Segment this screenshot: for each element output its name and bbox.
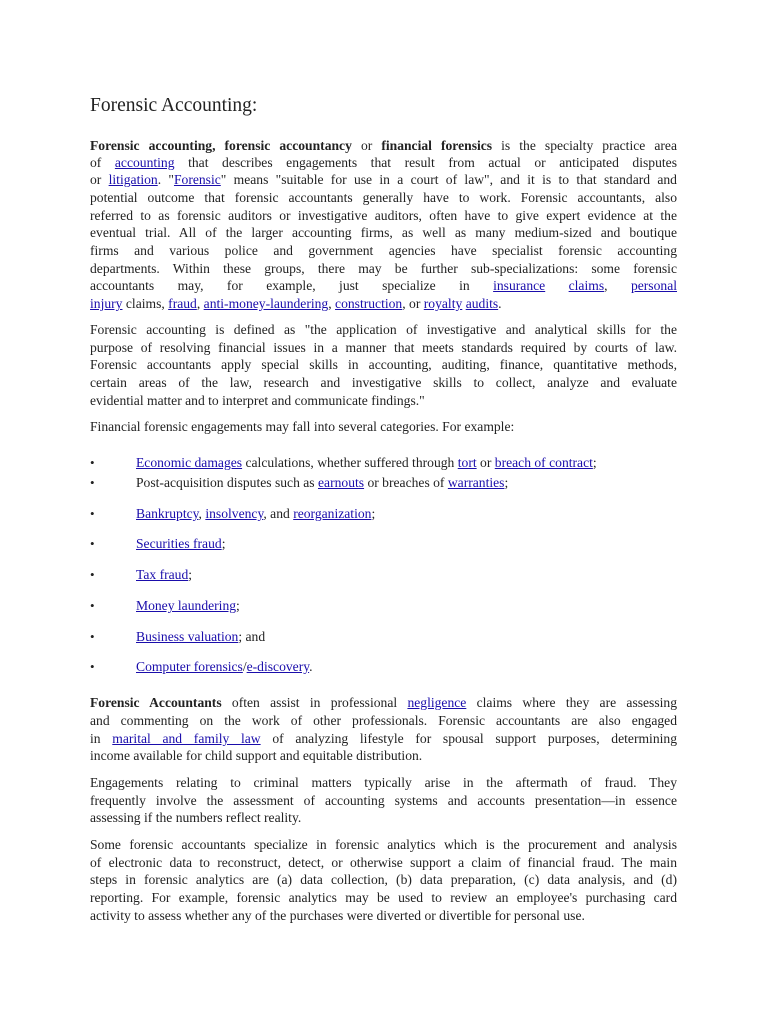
text-span: ;	[236, 598, 240, 613]
paragraph-line: departments. Within these groups, there may be further sub-specializations: some forensic	[90, 261, 677, 276]
paragraph-line: certain areas of the law, research and investigative skills to collect, analyze and evaluate	[90, 375, 677, 390]
paragraph-line: income available for child support and equitable distribution.	[90, 748, 423, 763]
text-span: " means "suitable for use in a court of law", and it is to that standard and	[220, 172, 677, 187]
paragraph-line: and commenting on the work of other professionals. Forensic accountants are also engaged	[90, 713, 677, 728]
text-span: ;	[188, 567, 193, 582]
text-span: , or	[402, 296, 424, 311]
text-span: that describes engagements that result from actual or anticipated disputes	[174, 155, 677, 170]
text-span: accountants may, for example, just specialize in	[90, 278, 494, 293]
text-span: Post-acquisition disputes such as	[136, 475, 318, 490]
text-span: is the specialty practice area	[492, 138, 677, 153]
link-business-valuation[interactable]: Business valuation	[136, 629, 239, 644]
list-item-text	[136, 474, 508, 492]
bold-term: financial forensics	[381, 138, 493, 153]
text-span: or	[90, 172, 109, 187]
link-breach-of-contract[interactable]: breach of contract	[494, 455, 593, 470]
link-anti-money-laundering[interactable]: anti-money-laundering	[203, 296, 329, 311]
text-span: or	[351, 138, 382, 153]
text-span: ,	[604, 278, 631, 293]
paragraph-line: Forensic accounting is defined as "the application of investigative and analytical skills for the	[90, 322, 677, 337]
link-computer-forensics[interactable]: Computer forensics	[136, 659, 243, 674]
bold-term: forensic accountancy	[224, 138, 352, 153]
paragraph-line: activity to assess whether any of the purchases were diverted or divertible for personal use.	[90, 908, 585, 923]
paragraph-line: Some forensic accountants specialize in forensic analytics which is the procurement and analysis	[90, 837, 677, 852]
text-span: claims,	[122, 296, 169, 311]
link-insolvency[interactable]: insolvency	[205, 506, 264, 521]
link-negligence[interactable]: negligence	[407, 695, 467, 710]
list-item-text	[136, 454, 597, 472]
text-span: /	[242, 659, 247, 674]
link-bankruptcy[interactable]: Bankruptcy	[136, 506, 199, 521]
paragraph-line: frequently involve the assessment of accounting systems and accounts presentation—in essence	[90, 793, 677, 808]
list-item-text	[136, 535, 225, 553]
link-securities-fraud[interactable]: Securities fraud	[136, 536, 222, 551]
text-span: or breaches of	[364, 475, 448, 490]
text-span: or	[476, 455, 495, 470]
text-span: ;	[371, 506, 376, 521]
text-span: ,	[212, 138, 225, 153]
text-span: ;	[592, 455, 597, 470]
paragraph-line	[90, 277, 677, 295]
paragraph-line: Forensic accountants apply special skills in accounting, auditing, finance, quantitative methods,	[90, 357, 677, 372]
link-reorganization[interactable]: reorganization	[293, 506, 372, 521]
link-marital-and-family-law[interactable]: marital and family law	[112, 731, 261, 746]
link-insurance[interactable]: insurance	[493, 278, 546, 293]
paragraph-line: firms and various police and government agencies have specialist forensic accounting	[90, 243, 677, 258]
bullet-icon: •	[90, 536, 95, 551]
link-royalty[interactable]: royalty	[423, 296, 463, 311]
text-span: ,	[196, 296, 204, 311]
link-warranties[interactable]: warranties	[447, 475, 505, 490]
link-tort[interactable]: tort	[457, 455, 477, 470]
paragraph-line: of electronic data to reconstruct, detect, or otherwise support a claim of financial fraud. The main	[90, 855, 677, 870]
link-litigation[interactable]: litigation	[108, 172, 158, 187]
text-span: often assist in professional	[221, 695, 408, 710]
bullet-icon: •	[90, 567, 95, 582]
bullet-icon: •	[90, 629, 95, 644]
text-span: of analyzing lifestyle for spousal support purposes, determining	[260, 731, 677, 746]
paragraph-line: assessing if the numbers reflect reality.	[90, 810, 302, 825]
link-accounting[interactable]: accounting	[114, 155, 175, 170]
link-claims[interactable]: claims	[568, 278, 605, 293]
text-span: , and	[263, 506, 294, 521]
link-audits[interactable]: audits	[465, 296, 499, 311]
text-span: claims where they are assessing	[466, 695, 678, 710]
text-span: in	[90, 731, 113, 746]
bullet-icon: •	[90, 598, 95, 613]
text-span: ,	[328, 296, 336, 311]
paragraph-line	[90, 730, 677, 748]
text-span: ;	[504, 475, 509, 490]
text-span	[545, 278, 568, 293]
paragraph-line: potential outcome that forensic accountants generally have to work. Forensic accountants, also	[90, 190, 677, 205]
paragraph-line	[90, 171, 677, 189]
paragraph-line: purpose of resolving financial issues in a manner that meets standards required by courts of law.	[90, 340, 677, 355]
paragraph-line: steps in forensic analytics are (a) data collection, (b) data preparation, (c) data analysis, and (d)	[90, 872, 677, 887]
text-span: .	[309, 659, 313, 674]
link-money-laundering[interactable]: Money laundering	[136, 598, 237, 613]
list-item-text	[136, 597, 240, 615]
bullet-icon: •	[90, 455, 95, 470]
text-span: calculations, whether suffered through	[242, 455, 458, 470]
list-item-text	[136, 628, 265, 646]
bullet-icon: •	[90, 506, 95, 521]
paragraph-line	[90, 154, 677, 172]
bullet-icon: •	[90, 659, 95, 674]
paragraph-line	[90, 694, 677, 712]
paragraph-line: referred to as forensic auditors or investigative auditors, often have to give expert evidence at the	[90, 208, 677, 223]
list-item-text	[136, 658, 313, 676]
paragraph-line: eventual trial. All of the larger accounting firms, as well as many medium-sized and boutique	[90, 225, 677, 240]
bold-term: Forensic Accountants	[90, 695, 222, 710]
paragraph-line: reporting. For example, forensic analytics may be used to review an employee's purchasing card	[90, 890, 677, 905]
text-span: ,	[198, 506, 206, 521]
link-personal-injury[interactable]: personal	[630, 278, 678, 293]
list-item-text	[136, 566, 192, 584]
link-e-discovery[interactable]: e-discovery	[246, 659, 310, 674]
link-injury[interactable]: injury	[90, 296, 123, 311]
link-economic-damages[interactable]: Economic damages	[136, 455, 243, 470]
link-forensic[interactable]: Forensic	[173, 172, 221, 187]
text-span: . "	[157, 172, 174, 187]
link-fraud[interactable]: fraud	[168, 296, 197, 311]
link-construction[interactable]: construction	[335, 296, 403, 311]
text-span: of	[90, 155, 115, 170]
categories-intro: Financial forensic engagements may fall into several categories. For example:	[90, 419, 515, 434]
text-span: ; and	[238, 629, 266, 644]
bold-term: Forensic accounting	[90, 138, 213, 153]
link-tax-fraud[interactable]: Tax fraud	[136, 567, 189, 582]
list-item-text	[136, 505, 375, 523]
paragraph-line	[90, 137, 677, 155]
text-span: ;	[221, 536, 226, 551]
bullet-icon: •	[90, 475, 95, 490]
page-title: Forensic Accounting:	[90, 95, 258, 116]
paragraph-line	[90, 295, 677, 313]
link-earnouts[interactable]: earnouts	[318, 475, 365, 490]
paragraph-line: evidential matter and to interpret and communicate findings."	[90, 393, 425, 408]
text-span: .	[498, 296, 502, 311]
paragraph-line: Engagements relating to criminal matters typically arise in the aftermath of fraud. They	[90, 775, 677, 790]
